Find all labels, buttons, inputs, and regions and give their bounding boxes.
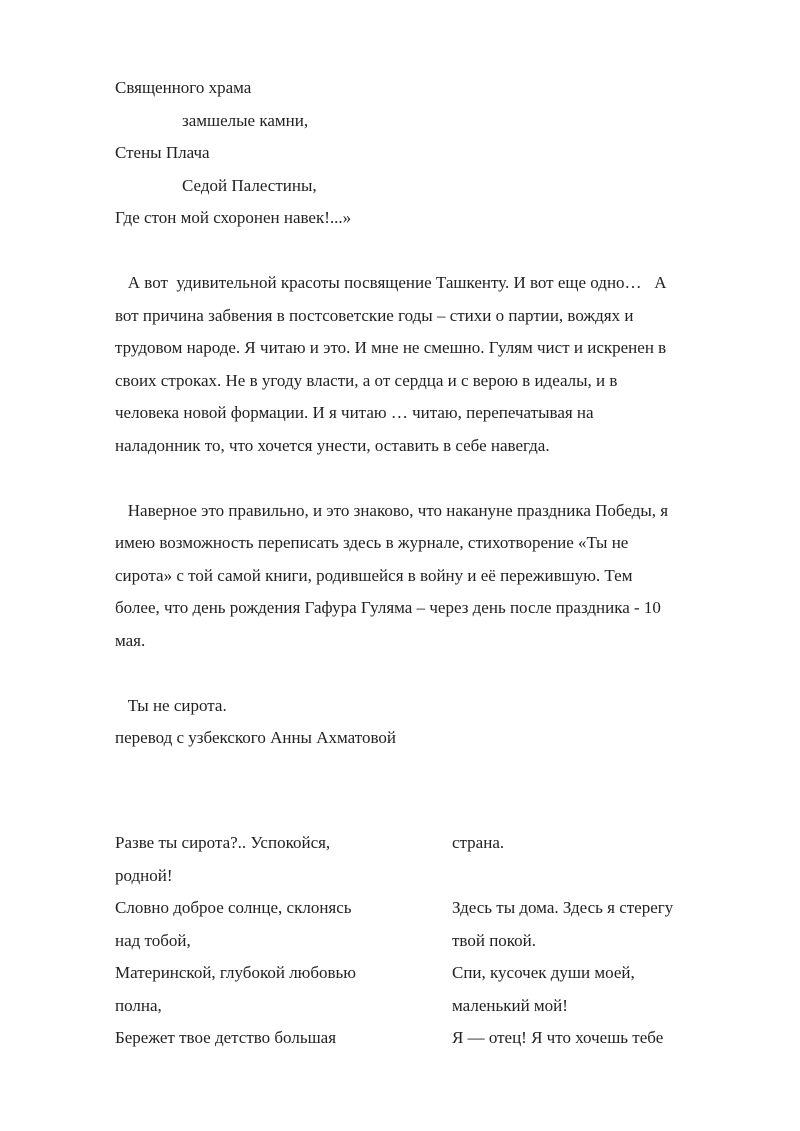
poem-line: страна. (452, 833, 505, 852)
paragraph-line: своих строках. Не в угоду власти, а от сердца и с верою в идеалы, и в (115, 371, 618, 390)
poem-subtitle: перевод с узбекского Анны Ахматовой (115, 728, 396, 747)
poem-title: Ты не сирота. (115, 696, 227, 715)
quote-line: замшелые камни, (182, 111, 309, 130)
poem-line: маленький мой! (452, 996, 568, 1015)
poem-line: Здесь ты дома. Здесь я стерегу (452, 898, 674, 917)
poem-line: полна, (115, 996, 162, 1015)
paragraph-line: А вот удивительной красоты посвящение Ташкенту. И вот еще одно… А (115, 273, 667, 292)
poem-line: Материнской, глубокой любовью (115, 963, 357, 982)
paragraph-line: имею возможность переписать здесь в журнале, стихотворение «Ты не (115, 533, 629, 552)
paragraph-line: наладонник то, что хочется унести, оставить в себе навегда. (115, 436, 550, 455)
paragraph-line: вот причина забвения в постсоветские годы – стихи о партии, вождях и (115, 306, 634, 325)
poem-line: над тобой, (115, 931, 191, 950)
paragraph-line: человека новой формации. И я читаю … читаю, перепечатывая на (115, 403, 594, 422)
poem-line: Разве ты сирота?.. Успокойся, (115, 833, 331, 852)
quote-line: Священного храма (115, 78, 252, 97)
quote-line: Где стон мой схоронен навек!...» (115, 208, 352, 227)
poem-line: Спи, кусочек души моей, (452, 963, 635, 982)
quote-line: Стены Плача (115, 143, 210, 162)
paragraph-line: сирота» с той самой книги, родившейся в войну и её пережившую. Тем (115, 566, 633, 585)
paragraph-line: Наверное это правильно, и это знаково, что накануне праздника Победы, я (115, 501, 669, 520)
paragraph-line: трудовом народе. Я читаю и это. И мне не смешно. Гулям чист и искренен в (115, 338, 667, 357)
poem-line: Я — отец! Я что хочешь тебе (452, 1028, 664, 1047)
paragraph-line: мая. (115, 631, 146, 650)
quote-line: Седой Палестины, (182, 176, 317, 195)
poem-line: твой покой. (452, 931, 537, 950)
poem-line: Словно доброе солнце, склонясь (115, 898, 352, 917)
poem-line: Бережет твое детство большая (115, 1028, 337, 1047)
paragraph-line: более, что день рождения Гафура Гуляма – через день после праздника - 10 (115, 598, 661, 617)
poem-line: родной! (115, 866, 173, 885)
